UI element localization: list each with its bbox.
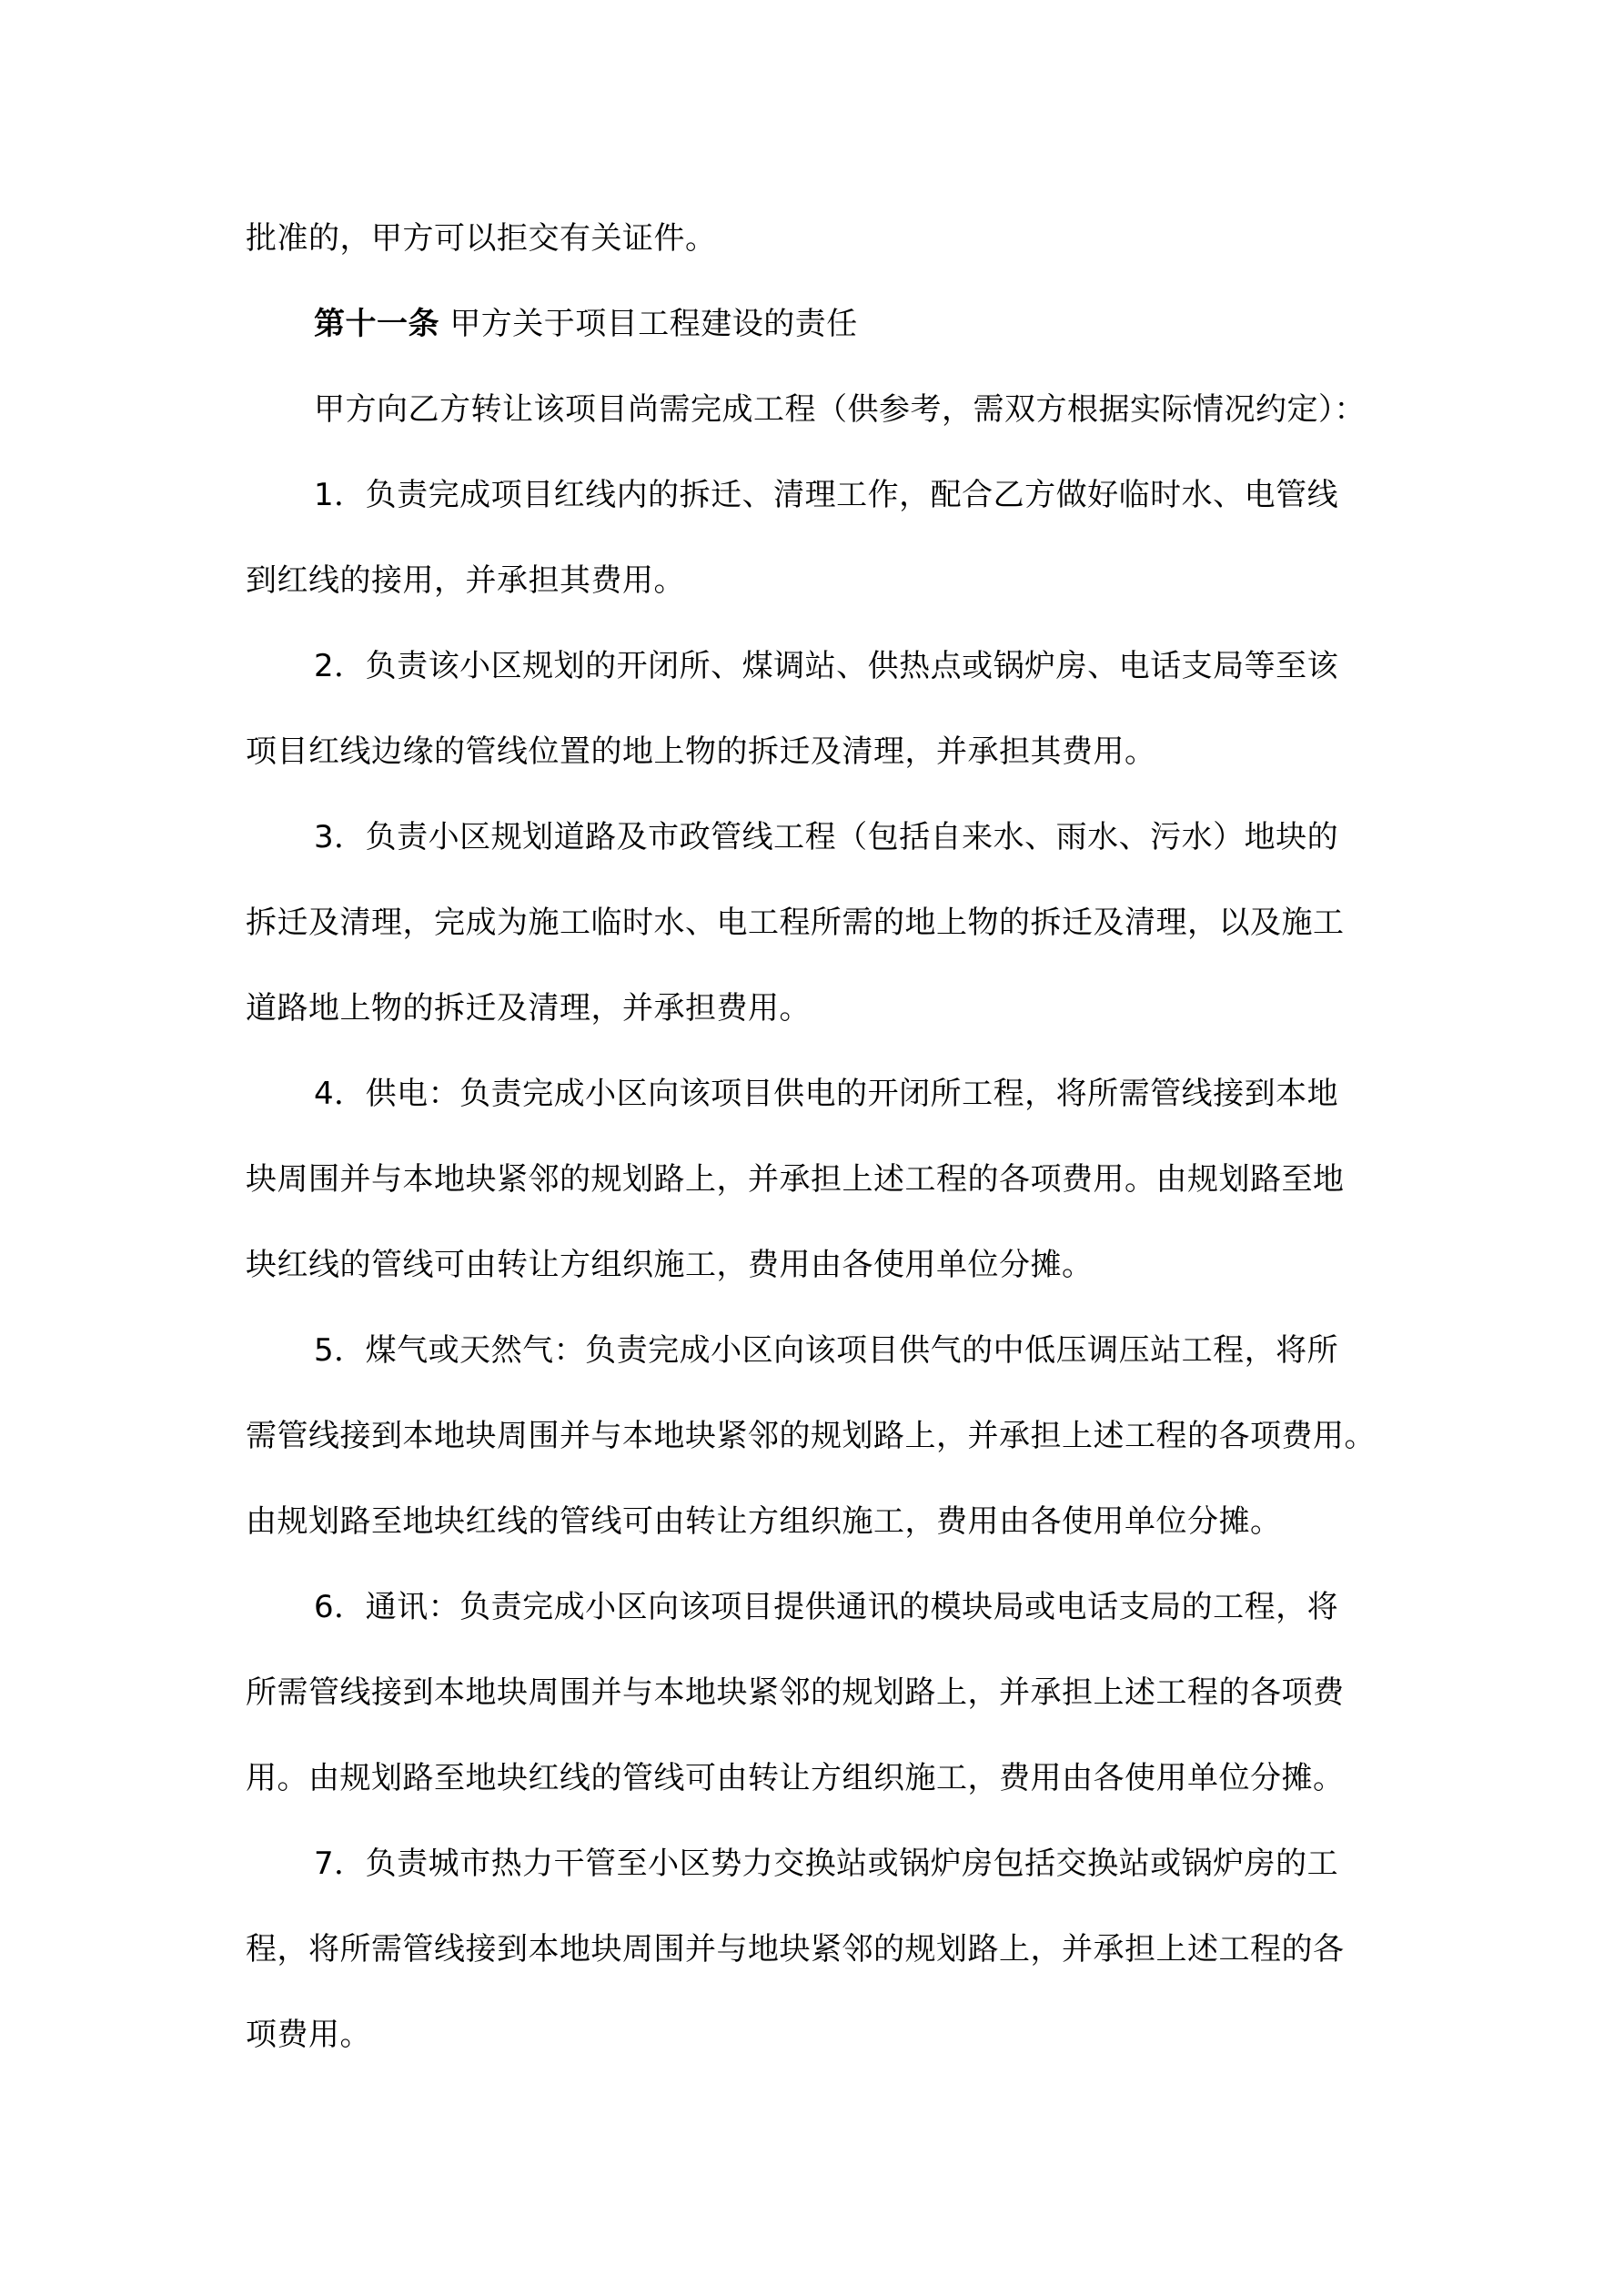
- list-item-5-line: 由规划路至地块红线的管线可由转让方组织施工，费用由各使用单位分摊。: [246, 1503, 1282, 1540]
- paragraph-line: 甲方向乙方转让该项目尚需完成工程（供参考，需双方根据实际情况约定）：: [314, 391, 1366, 428]
- list-item-7-line: 程，将所需管线接到本地块周围并与地块紧邻的规划路上，并承担上述工程的各: [246, 1931, 1345, 1967]
- list-item-7-line: 7．负责城市热力干管至小区势力交换站或锅炉房包括交换站或锅炉房的工: [314, 1846, 1339, 1882]
- article-title: 甲方关于项目工程建设的责任: [449, 306, 858, 342]
- article-heading: [314, 306, 858, 342]
- list-item-5-line: 5．煤气或天然气：负责完成小区向该项目供气的中低压调压站工程，将所: [314, 1332, 1339, 1369]
- paragraph-line: 批准的，甲方可以拒交有关证件。: [246, 220, 717, 257]
- list-item-7-line: 项费用。: [246, 2017, 371, 2053]
- list-item-2-line: 2．负责该小区规划的开闭所、煤调站、供热点或锅炉房、电话支局等至该: [314, 648, 1339, 684]
- list-item-4-line: 块周围并与本地块紧邻的规划路上，并承担上述工程的各项费用。由规划路至地: [246, 1161, 1345, 1198]
- list-item-6-line: 所需管线接到本地块周围并与本地块紧邻的规划路上，并承担上述工程的各项费: [246, 1674, 1345, 1711]
- list-item-4-line: 4．供电：负责完成小区向该项目供电的开闭所工程，将所需管线接到本地: [314, 1076, 1339, 1112]
- list-item-3-line: 拆迁及清理，完成为施工临时水、电工程所需的地上物的拆迁及清理，以及施工: [246, 905, 1345, 941]
- list-item-1-line: 到红线的接用，并承担其费用。: [246, 562, 685, 599]
- article-number: 第十一条: [314, 306, 439, 342]
- list-item-2-line: 项目红线边缘的管线位置的地上物的拆迁及清理，并承担其费用。: [246, 733, 1156, 770]
- list-item-1-line: 1．负责完成项目红线内的拆迁、清理工作，配合乙方做好临时水、电管线: [314, 477, 1339, 513]
- list-item-6-line: 用。由规划路至地块红线的管线可由转让方组织施工，费用由各使用单位分摊。: [246, 1760, 1345, 1796]
- list-item-3-line: 3．负责小区规划道路及市政管线工程（包括自来水、雨水、污水）地块的: [314, 819, 1339, 855]
- list-item-3-line: 道路地上物的拆迁及清理，并承担费用。: [246, 990, 811, 1027]
- list-item-4-line: 块红线的管线可由转让方组织施工，费用由各使用单位分摊。: [246, 1247, 1094, 1283]
- list-item-6-line: 6．通讯：负责完成小区向该项目提供通讯的模块局或电话支局的工程，将: [314, 1589, 1339, 1625]
- list-item-5-line: 需管线接到本地块周围并与本地块紧邻的规划路上，并承担上述工程的各项费用。: [246, 1418, 1376, 1454]
